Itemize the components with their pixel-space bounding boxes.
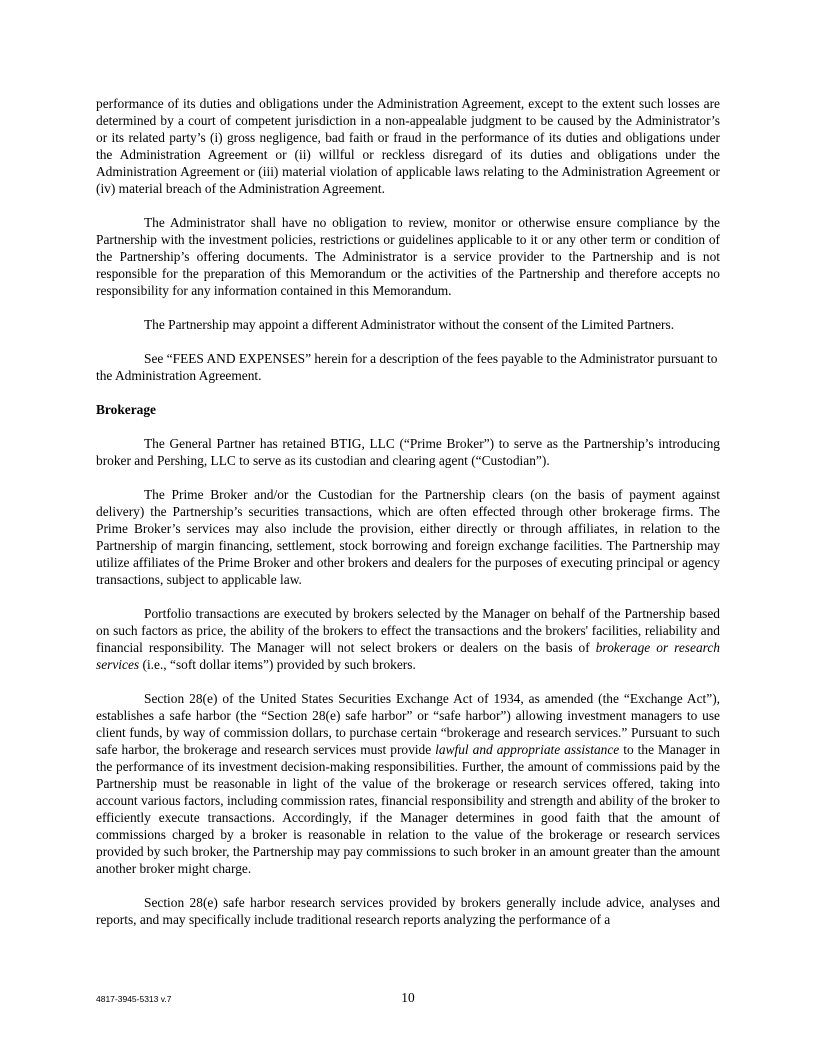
paragraph-section-28e <box>96 690 720 877</box>
paragraph-administrator-appointment: The Partnership may appoint a different Administrator without the consent of the Limited Partners. <box>144 317 675 332</box>
paragraph-fees-reference: See “FEES AND EXPENSES” herein for a description of the fees payable to the Administrator pursuant to the Administration Agreement. <box>96 351 718 383</box>
document-body <box>96 95 720 945</box>
text-run: (i.e., “soft dollar items”) provided by such brokers. <box>139 657 416 672</box>
footer-document-id: 4817-3945-5313 v.7 <box>96 994 172 1004</box>
text-run: to the Manager in the performance of its investment decision-making responsibilities. Further, the amount of commissions paid by the Partnership must be reasonable in light of the value of the brokerage or research services offered, taking into account various factors, including commission rates, financial responsibility and strength and ability of the broker to efficiently execute transactions. Accordingly, if the Manager determines in good faith that the amount of commissions charged by a broker is reasonable in relation to the value of the brokerage or research services provided by such broker, the Partnership may pay commissions to such broker in an amount greater than the amount another broker might charge. <box>96 742 721 876</box>
emphasis-text: brokerage or research services <box>96 640 721 672</box>
paragraph-custodian-services: The Prime Broker and/or the Custodian for the Partnership clears (on the basis of payment against delivery) the Partnership’s securities transactions, which are often effected through other brokerage firms. The Prime Broker’s services may also include the provision, either directly or through affiliates, in relation to the Partnership of margin financing, settlement, stock borrowing and foreign exchange facilities. The Partnership may utilize affiliates of the Prime Broker and other brokers and dealers for the purposes of executing principal or agency transactions, subject to applicable law. <box>96 487 720 587</box>
paragraph-administrator-liability: performance of its duties and obligations under the Administration Agreement, except to the extent such losses are determined by a court of competent jurisdiction in a non-appealable judgment to be caused by the Administrator’s or its related party’s (i) gross negligence, bad faith or fraud in the performance of its duties and obligations under the Administration Agreement or (ii) willful or reckless disregard of its duties and obligations under the Administration Agreement or (iii) material violation of applicable laws relating to the Administration Agreement or (iv) material breach of the Administration Agreement. <box>96 96 720 196</box>
paragraph-portfolio-transactions <box>96 605 720 673</box>
paragraph-administrator-obligations: The Administrator shall have no obligation to review, monitor or otherwise ensure compliance by the Partnership with the investment policies, restrictions or guidelines applicable to it or any other term or condition of the Partnership’s offering documents. The Administrator is a service provider to the Partnership and is not responsible for the preparation of this Memorandum or the activities of the Partnership and therefore accepts no responsibility for any information contained in this Memorandum. <box>96 215 720 298</box>
section-heading-brokerage: Brokerage <box>96 402 156 417</box>
emphasis-text: lawful and appropriate assistance <box>435 742 620 757</box>
text-run: Section 28(e) of the United States Securities Exchange Act of 1934, as amended (the “Exchange Act”), establishes a safe harbor (the “Section 28(e) safe harbor” or “safe harbor”) allowing investment managers to use client funds, by way of commission dollars, to purchase certain “brokerage and research services.” Pursuant to such safe harbor, the brokerage and research services must provide <box>96 691 720 757</box>
footer-page-number: 10 <box>401 990 415 1005</box>
paragraph-prime-broker: The General Partner has retained BTIG, LLC (“Prime Broker”) to serve as the Partnership’s introducing broker and Pershing, LLC to serve as its custodian and clearing agent (“Custodian”). <box>96 436 720 468</box>
paragraph-research-services: Section 28(e) safe harbor research services provided by brokers generally include advice, analyses and reports, and may specifically include traditional research reports analyzing the performance of a <box>96 895 720 927</box>
text-run: Portfolio transactions are executed by brokers selected by the Manager on behalf of the Partnership based on such factors as price, the ability of the brokers to effect the transactions and the brokers' facilities, reliability and financial responsibility. The Manager will not select brokers or dealers on the basis of <box>96 606 720 655</box>
